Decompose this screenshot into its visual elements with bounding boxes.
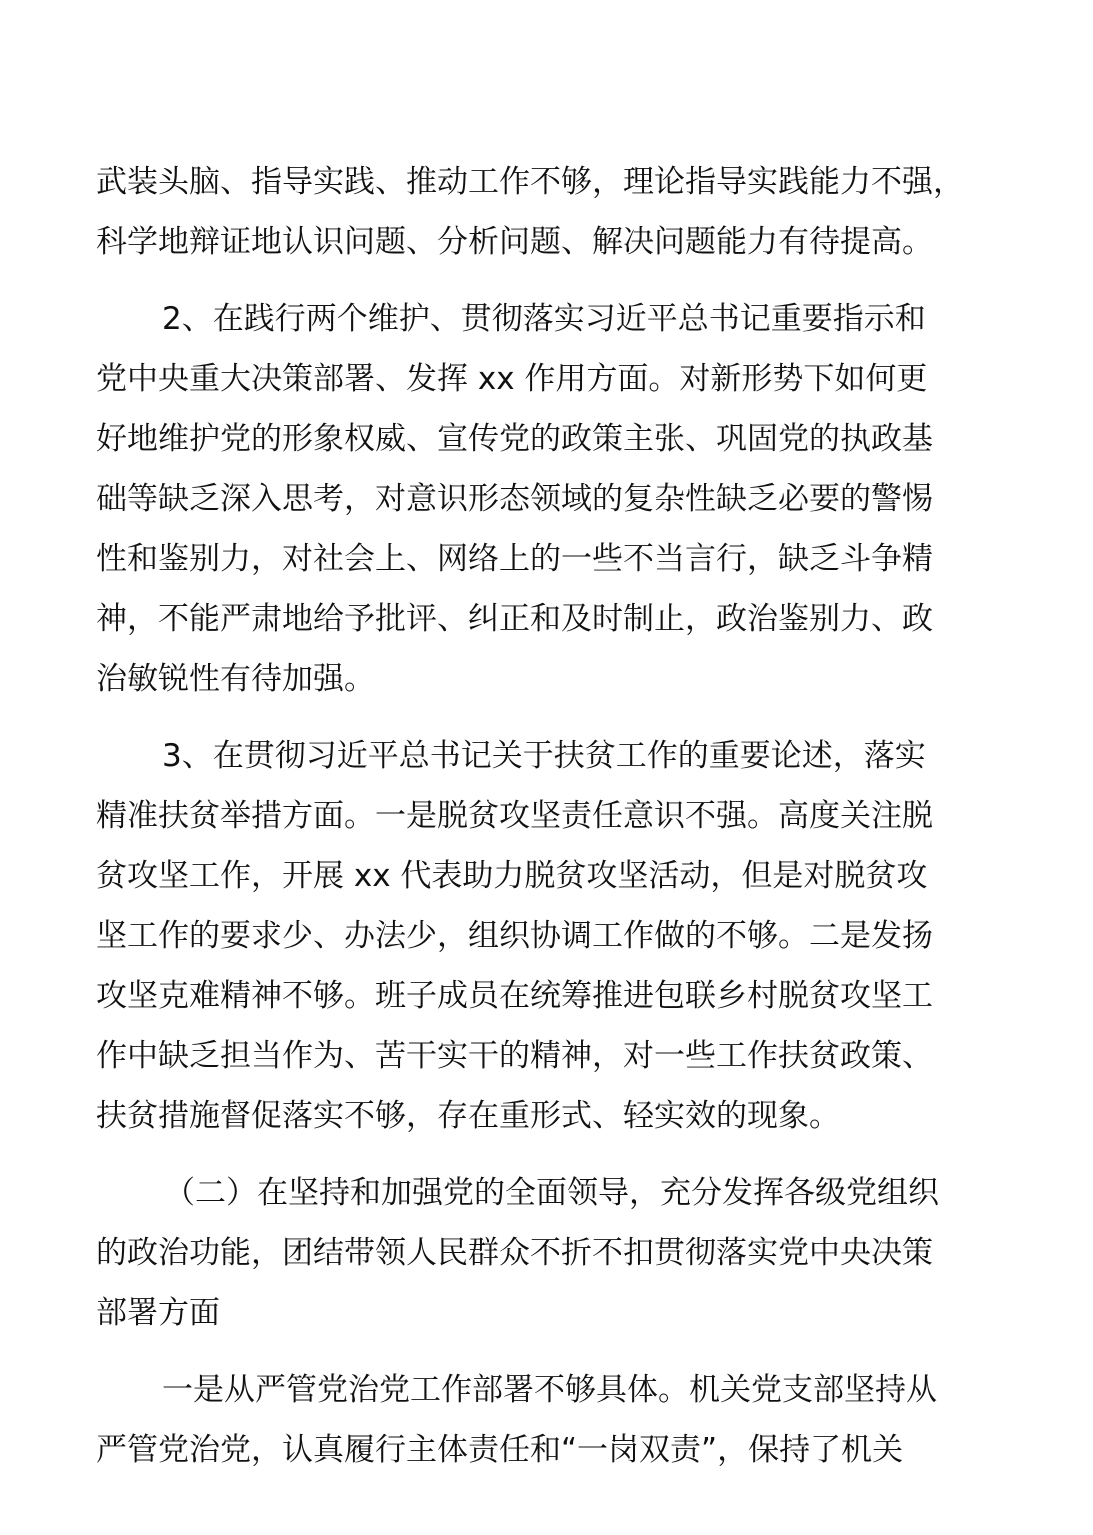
text-line: 攻坚克难精神不够。班子成员在统筹推进包联乡村脱贫攻坚工 xyxy=(96,978,933,1014)
section-heading-line: 的政治功能，团结带领人民群众不折不扣贯彻落实党中央决策 xyxy=(96,1235,933,1271)
text-line: 础等缺乏深入思考，对意识形态领域的复杂性缺乏必要的警惕 xyxy=(96,481,933,517)
text-line: 治敏锐性有待加强。 xyxy=(96,661,375,697)
text-line: 好地维护党的形象权威、宣传党的政策主张、巩固党的执政基 xyxy=(96,421,933,457)
text-line: 作中缺乏担当作为、苦干实干的精神，对一些工作扶贫政策、 xyxy=(96,1038,933,1074)
section-heading-line: 部署方面 xyxy=(96,1295,220,1331)
paragraph-3-line: 3、在贯彻习近平总书记关于扶贫工作的重要论述，落实 xyxy=(162,738,926,774)
section-heading-line: （二）在坚持和加强党的全面领导，充分发挥各级党组织 xyxy=(164,1175,939,1211)
paragraph-line: 一是从严管党治党工作部署不够具体。机关党支部坚持从 xyxy=(162,1372,937,1408)
text-line: 性和鉴别力，对社会上、网络上的一些不当言行，缺乏斗争精 xyxy=(96,541,933,577)
text-line: 党中央重大决策部署、发挥 xx 作用方面。对新形势下如何更 xyxy=(96,361,928,397)
text-line: 坚工作的要求少、办法少，组织协调工作做的不够。二是发扬 xyxy=(96,918,933,954)
text-line: 精准扶贫举措方面。一是脱贫攻坚责任意识不强。高度关注脱 xyxy=(96,798,933,834)
text-line: 扶贫措施督促落实不够，存在重形式、轻实效的现象。 xyxy=(96,1098,840,1134)
text-line: 贫攻坚工作，开展 xx 代表助力脱贫攻坚活动，但是对脱贫攻 xyxy=(96,858,928,894)
paragraph-2-line: 2、在践行两个维护、贯彻落实习近平总书记重要指示和 xyxy=(162,301,926,337)
text-line: 严管党治党，认真履行主体责任和“一岗双责”，保持了机关 xyxy=(96,1432,904,1468)
text-line: 武装头脑、指导实践、推动工作不够，理论指导实践能力不强， xyxy=(96,164,964,200)
text-line: 科学地辩证地认识问题、分析问题、解决问题能力有待提高。 xyxy=(96,224,933,260)
text-line: 神，不能严肃地给予批评、纠正和及时制止，政治鉴别力、政 xyxy=(96,601,933,637)
